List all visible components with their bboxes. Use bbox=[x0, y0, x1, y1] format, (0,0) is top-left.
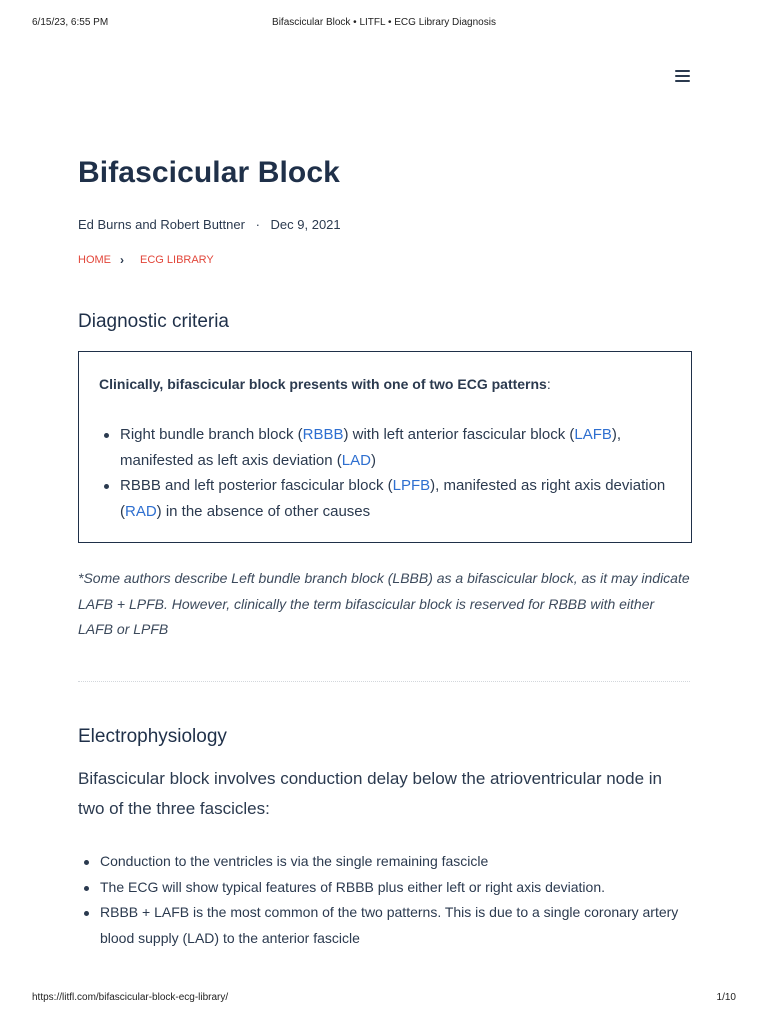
breadcrumb-ecg-library-link[interactable]: ECG LIBRARY bbox=[140, 254, 214, 266]
list-item: RBBB + LAFB is the most common of the two patterns. This is due to a single coronary artery blood supply (LAD) to the anterior fascicle bbox=[78, 900, 690, 951]
lad-link[interactable]: LAD bbox=[341, 451, 371, 469]
list-item: Right bundle branch block (RBBB) with left anterior fascicular block (LAFB), manifested as left axis deviation (LAD) bbox=[99, 422, 669, 473]
publish-date: Dec 9, 2021 bbox=[270, 217, 341, 232]
diagnostic-criteria-box bbox=[78, 351, 692, 543]
print-datetime: 6/15/23, 6:55 PM bbox=[32, 17, 109, 28]
list-item: RBBB and left posterior fascicular block (LPFB), manifested as right axis deviation (RAD) in the absence of other causes bbox=[99, 473, 669, 524]
criteria-lead: Clinically, bifascicular block presents with one of two ECG patterns: bbox=[99, 376, 551, 392]
meta-separator: · bbox=[255, 217, 260, 232]
electrophysiology-heading: Electrophysiology bbox=[78, 726, 227, 747]
authors-note: *Some authors describe Left bundle branch block (LBBB) as a bifascicular block, as it may indicate LAFB + LPFB. However, clinically the term bifascicular block is reserved for RBBB with either LAFB or LPFB bbox=[78, 570, 690, 637]
list-item: The ECG will show typical features of RBBB plus either left or right axis deviation. bbox=[78, 875, 690, 901]
rad-link[interactable]: RAD bbox=[125, 502, 157, 520]
print-footer bbox=[32, 992, 736, 1006]
print-document-title: Bifascicular Block • LITFL • ECG Library Diagnosis bbox=[272, 17, 496, 28]
breadcrumb-home-link[interactable]: HOME bbox=[78, 254, 111, 266]
page-number: 1/10 bbox=[716, 992, 736, 1003]
page-title: Bifascicular Block bbox=[78, 156, 340, 189]
lafb-link[interactable]: LAFB bbox=[574, 426, 612, 443]
print-url: https://litfl.com/bifascicular-block-ecg-library/ bbox=[32, 992, 229, 1003]
rbbb-link[interactable]: RBBB bbox=[302, 426, 344, 443]
diagnostic-criteria-heading: Diagnostic criteria bbox=[78, 311, 229, 332]
lpfb-link[interactable]: LPFB bbox=[392, 477, 431, 494]
electrophysiology-list bbox=[78, 849, 690, 951]
criteria-list bbox=[99, 422, 669, 524]
list-item: Conduction to the ventricles is via the single remaining fascicle bbox=[78, 849, 690, 875]
section-divider bbox=[78, 681, 690, 682]
chevron-right-icon: › bbox=[120, 253, 124, 267]
breadcrumb bbox=[78, 253, 214, 267]
print-header bbox=[32, 17, 736, 31]
hamburger-menu-icon[interactable] bbox=[672, 67, 694, 85]
article-meta bbox=[78, 217, 341, 232]
authors[interactable]: Ed Burns and Robert Buttner bbox=[78, 217, 245, 232]
electrophysiology-paragraph: Bifascicular block involves conduction delay below the atrioventricular node in two of the three fascicles: bbox=[78, 769, 662, 818]
